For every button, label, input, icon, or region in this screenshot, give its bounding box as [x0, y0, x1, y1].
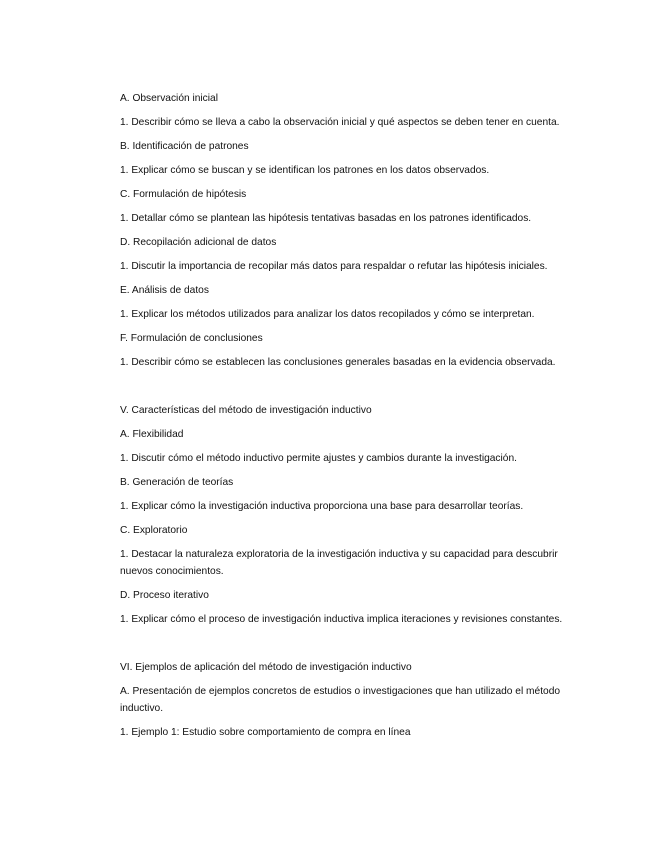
item-proceso-iterativo: 1. Explicar cómo el proceso de investigación inductiva implica iteraciones y revisiones constantes.	[120, 614, 563, 625]
document-page	[120, 90, 590, 748]
heading-flexibilidad: A. Flexibilidad	[120, 429, 184, 440]
heading-analisis-datos: E. Análisis de datos	[120, 285, 209, 296]
item-identificacion-patrones: 1. Explicar cómo se buscan y se identifican los patrones en los datos observados.	[120, 165, 490, 176]
heading-observacion-inicial: A. Observación inicial	[120, 93, 218, 104]
heading-generacion-teorias: B. Generación de teorías	[120, 477, 234, 488]
heading-formulacion-hipotesis: C. Formulación de hipótesis	[120, 189, 247, 200]
section-gap	[120, 635, 590, 659]
item-recopilacion-datos: 1. Discutir la importancia de recopilar más datos para respaldar o refutar las hipótesis iniciales.	[120, 261, 548, 272]
heading-recopilacion-datos: D. Recopilación adicional de datos	[120, 237, 277, 248]
item-exploratorio: 1. Destacar la naturaleza exploratoria de la investigación inductiva y su capacidad para descubrir nuevos conocimientos.	[120, 549, 558, 577]
section-block-steps	[120, 90, 590, 371]
section-block-caracteristicas	[120, 402, 590, 628]
item-flexibilidad: 1. Discutir cómo el método inductivo permite ajustes y cambios durante la investigación.	[120, 453, 517, 464]
section-gap	[120, 378, 590, 402]
item-ejemplo-1: 1. Ejemplo 1: Estudio sobre comportamiento de compra en línea	[120, 727, 411, 738]
heading-exploratorio: C. Exploratorio	[120, 525, 188, 536]
heading-formulacion-conclusiones: F. Formulación de conclusiones	[120, 333, 263, 344]
heading-identificacion-patrones: B. Identificación de patrones	[120, 141, 249, 152]
item-formulacion-hipotesis: 1. Detallar cómo se plantean las hipótesis tentativas basadas en los patrones identificados.	[120, 213, 532, 224]
section-title-caracteristicas: V. Características del método de investigación inductivo	[120, 405, 372, 416]
heading-proceso-iterativo: D. Proceso iterativo	[120, 590, 209, 601]
item-generacion-teorias: 1. Explicar cómo la investigación inductiva proporciona una base para desarrollar teorías.	[120, 501, 524, 512]
item-observacion-inicial: 1. Describir cómo se lleva a cabo la observación inicial y qué aspectos se deben tener en cuenta.	[120, 117, 560, 128]
section-title-ejemplos: VI. Ejemplos de aplicación del método de investigación inductivo	[120, 662, 412, 673]
item-presentacion-ejemplos: A. Presentación de ejemplos concretos de estudios o investigaciones que han utilizado el método inductivo.	[120, 686, 561, 714]
item-formulacion-conclusiones: 1. Describir cómo se establecen las conclusiones generales basadas en la evidencia observada.	[120, 357, 556, 368]
section-block-ejemplos	[120, 659, 590, 741]
item-analisis-datos: 1. Explicar los métodos utilizados para analizar los datos recopilados y cómo se interpretan.	[120, 309, 535, 320]
